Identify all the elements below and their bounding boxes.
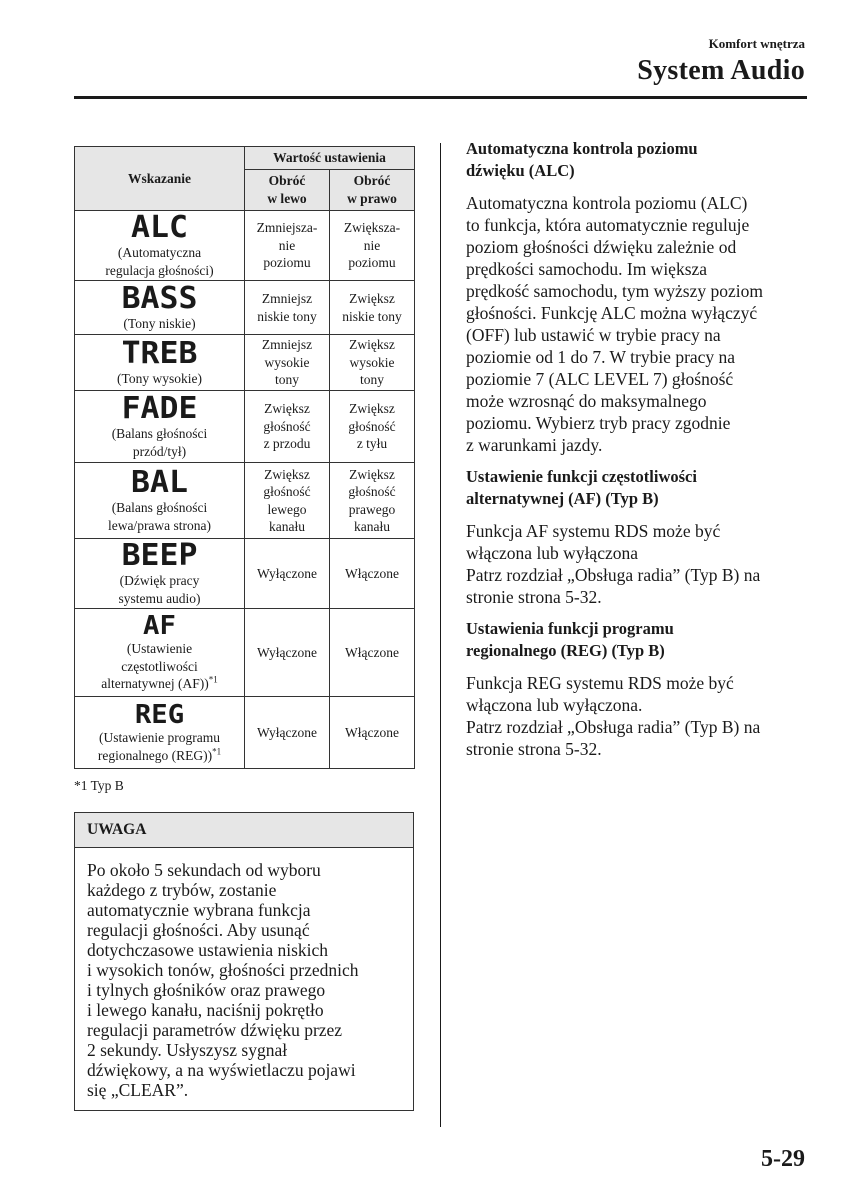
- right-column: [466, 138, 811, 770]
- section-label: Komfort wnętrza: [708, 36, 805, 51]
- right-value: Zwiększ głośność prawego kanału: [330, 463, 415, 539]
- right-value: Włączone: [330, 609, 415, 697]
- left-value: Wyłączone: [245, 697, 330, 769]
- right-value: Zwiększa- nie poziomu: [330, 211, 415, 281]
- reg-text: Funkcja REG systemu RDS może być włączona lub wyłączona. Patrz rozdział „Obsługa radia” (Typ B) na stronie strona 5-32.: [466, 673, 761, 759]
- right-value: Włączone: [330, 539, 415, 609]
- page-title: System Audio: [637, 55, 805, 86]
- indication-desc: (Ustawienie częstotliwości alternatywnej (AF)): [101, 641, 209, 692]
- af-text: Funkcja AF systemu RDS może być włączona lub wyłączona Patrz rozdział „Obsługa radia” (Typ B) na stronie strona 5-32.: [466, 521, 761, 607]
- indication-desc: (Balans głośności lewa/prawa strona): [107, 500, 212, 533]
- lcd-code: AF: [143, 611, 176, 642]
- alc-heading: Automatyczna kontrola poziomu dźwięku (ALC): [466, 139, 698, 180]
- left-value: Zmniejsz niskie tony: [245, 281, 330, 335]
- footnote-marker: *1: [208, 674, 218, 685]
- indication-desc: (Dźwięk pracy systemu audio): [118, 573, 201, 606]
- page-number: 5-29: [761, 1146, 805, 1172]
- indication-cell: [75, 463, 245, 539]
- indication-cell: [75, 211, 245, 281]
- left-value: Zmniejsz wysokie tony: [245, 335, 330, 391]
- note-body: Po około 5 sekundach od wyboru każdego z trybów, zostanie automatycznie wybrana funkcja regulacji głośności. Aby usunąć dotychczasowe ustawienia niskich i wysokich tonów, głośności przednich i tylnych głośników oraz prawego i lewego kanału, naciśnij pokrętło regulacji parametrów dźwięku przez 2 sekundy. Usłyszysz sygnał dźwiękowy, a na wyświetlaczu pojawi się „CLEAR”.: [87, 860, 359, 1100]
- lcd-code: BAL: [131, 465, 188, 501]
- reg-heading: Ustawienia funkcji programu regionalnego (REG) (Typ B): [466, 619, 674, 660]
- table-row: [75, 335, 415, 391]
- af-heading: Ustawienie funkcji częstotliwości alternatywnej (AF) (Typ B): [466, 467, 697, 508]
- table-row: [75, 463, 415, 539]
- left-value: Zwiększ głośność z przodu: [245, 391, 330, 463]
- lcd-code: REG: [134, 700, 185, 731]
- footnote-marker: *1: [212, 746, 222, 757]
- indication-cell: [75, 609, 245, 697]
- left-value: Zmniejsza- nie poziomu: [245, 211, 330, 281]
- header-indication: Wskazanie: [75, 147, 245, 211]
- right-value: Włączone: [330, 697, 415, 769]
- indication-cell: [75, 539, 245, 609]
- left-value: Zwiększ głośność lewego kanału: [245, 463, 330, 539]
- lcd-code: FADE: [121, 391, 198, 427]
- left-value: Wyłączone: [245, 609, 330, 697]
- indication-desc: (Tony niskie): [123, 315, 196, 331]
- indication-cell: [75, 391, 245, 463]
- lcd-code: ALC: [131, 210, 188, 245]
- lcd-code: TREB: [121, 335, 198, 371]
- indication-desc: (Balans głośności przód/tył): [111, 426, 208, 459]
- table-row: [75, 609, 415, 697]
- note-box: [74, 812, 414, 1111]
- left-value: Wyłączone: [245, 539, 330, 609]
- header-setting-value: Wartość ustawienia: [245, 147, 415, 170]
- table-row: [75, 281, 415, 335]
- lcd-code: BASS: [121, 280, 198, 316]
- alc-text: Automatyczna kontrola poziomu (ALC) to funkcja, która automatycznie reguluje poziom głośności dźwięku zależnie od prędkości samochodu. Im większa prędkość samochodu, tym wyższy poziom głośności. Funkcję ALC można wyłączyć (OFF) lub ustawić w trybie pracy na poziomie od 1 do 7. W trybie pracy na poziomie 7 (ALC LEVEL 7) głośność może wzrosnąć do maksymalnego poziomu. Wybierz tryb pracy zgodnie z warunkami jazdy.: [466, 193, 763, 455]
- right-value: Zwiększ wysokie tony: [330, 335, 415, 391]
- table-row: [75, 211, 415, 281]
- column-divider: [440, 143, 441, 1127]
- table-row: [75, 539, 415, 609]
- header-divider: [74, 96, 807, 99]
- right-value: Zwiększ głośność z tyłu: [330, 391, 415, 463]
- indication-cell: [75, 697, 245, 769]
- table-row: [75, 697, 415, 769]
- table-row: [75, 391, 415, 463]
- note-heading: UWAGA: [75, 813, 413, 848]
- indication-desc: (Automatyczna regulacja głośności): [105, 245, 214, 278]
- right-value: Zwiększ niskie tony: [330, 281, 415, 335]
- indication-cell: [75, 281, 245, 335]
- table-footnote: *1 Typ B: [74, 778, 124, 793]
- lcd-code: BEEP: [121, 538, 198, 574]
- indication-desc: (Ustawienie programu regionalnego (REG)): [97, 730, 221, 763]
- audio-settings-table: [74, 146, 415, 769]
- header-turn-left: Obróć w lewo: [245, 170, 330, 211]
- indication-desc: (Tony wysokie): [117, 370, 202, 386]
- indication-cell: [75, 335, 245, 391]
- header-turn-right: Obróć w prawo: [330, 170, 415, 211]
